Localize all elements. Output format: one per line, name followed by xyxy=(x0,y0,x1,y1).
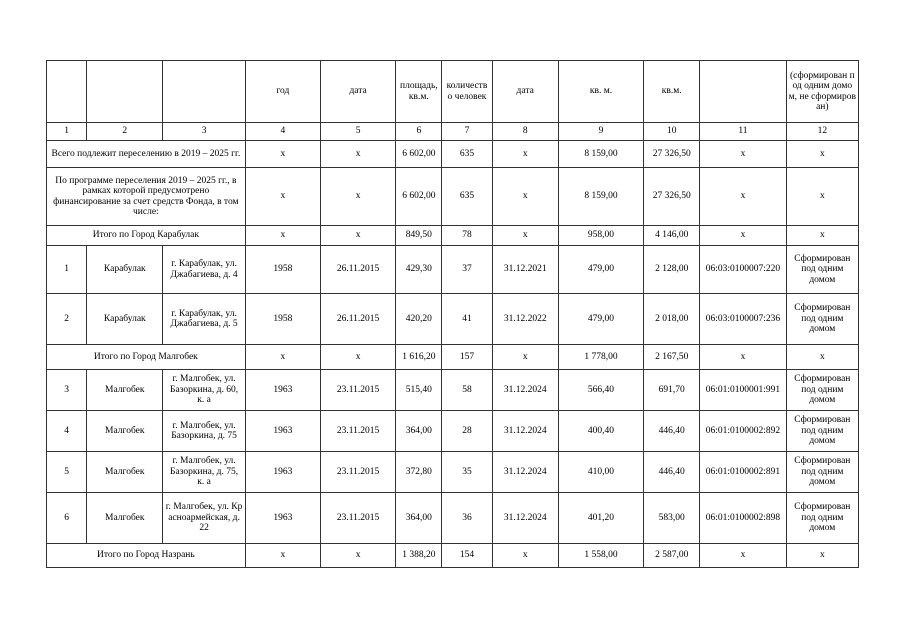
area-m2-cell: 401,20 xyxy=(558,493,643,544)
header-cell: площадь, кв.м. xyxy=(396,61,442,123)
summary-cell: x xyxy=(320,168,395,226)
column-number: 7 xyxy=(442,123,492,141)
year-cell: 1958 xyxy=(245,294,320,345)
date-cell: 23.11.2015 xyxy=(320,370,395,411)
date2-cell: 31.12.2024 xyxy=(492,370,558,411)
subtotal-cell: x xyxy=(320,544,395,568)
column-number: 3 xyxy=(163,123,245,141)
date-cell: 23.11.2015 xyxy=(320,411,395,452)
status-cell: Сформирован под одним домом xyxy=(786,246,858,294)
area-cell: 364,00 xyxy=(396,411,442,452)
summary-cell: x xyxy=(245,141,320,168)
date2-cell: 31.12.2021 xyxy=(492,246,558,294)
year-cell: 1963 xyxy=(245,370,320,411)
subtotal-cell: 1 388,20 xyxy=(396,544,442,568)
summary-cell: x xyxy=(245,168,320,226)
subtotal-label: Итого по Город Карабулак xyxy=(47,226,246,246)
year-cell: 1963 xyxy=(245,411,320,452)
people-cell: 35 xyxy=(442,452,492,493)
area-m2-cell: 446,40 xyxy=(644,411,700,452)
subtotal-cell: x xyxy=(700,345,786,370)
row-number: 3 xyxy=(47,370,87,411)
column-number: 4 xyxy=(245,123,320,141)
header-cell: кв. м. xyxy=(558,61,643,123)
area-cell: 429,30 xyxy=(396,246,442,294)
subtotal-cell: 958,00 xyxy=(558,226,643,246)
subtotal-cell: 1 616,20 xyxy=(396,345,442,370)
area-m2-cell: 479,00 xyxy=(558,246,643,294)
summary-row-total xyxy=(47,141,859,168)
subtotal-cell: x xyxy=(492,226,558,246)
people-cell: 28 xyxy=(442,411,492,452)
summary-cell: 6 602,00 xyxy=(396,141,442,168)
row-number: 5 xyxy=(47,452,87,493)
city-cell: Малгобек xyxy=(87,493,163,544)
resettlement-table xyxy=(46,60,859,568)
header-row xyxy=(47,61,859,123)
row-number: 6 xyxy=(47,493,87,544)
cadastral-cell: 06:01:0100002:892 xyxy=(700,411,786,452)
date2-cell: 31.12.2024 xyxy=(492,493,558,544)
summary-cell: x xyxy=(492,168,558,226)
status-cell: Сформирован под одним домом xyxy=(786,294,858,345)
header-cell: год xyxy=(245,61,320,123)
table-row xyxy=(47,294,859,345)
city-cell: Малгобек xyxy=(87,411,163,452)
address-cell: г. Малгобек, ул. Базоркина, д. 75, к. а xyxy=(163,452,245,493)
status-cell: Сформирован под одним домом xyxy=(786,370,858,411)
column-number: 10 xyxy=(644,123,700,141)
table-row xyxy=(47,452,859,493)
subtotal-cell: 1 558,00 xyxy=(558,544,643,568)
area-cell: 420,20 xyxy=(396,294,442,345)
subtotal-cell: x xyxy=(492,345,558,370)
year-cell: 1958 xyxy=(245,246,320,294)
city-cell: Малгобек xyxy=(87,452,163,493)
column-number: 5 xyxy=(320,123,395,141)
subtotal-cell: 154 xyxy=(442,544,492,568)
city-cell: Карабулак xyxy=(87,246,163,294)
header-cell xyxy=(163,61,245,123)
year-cell: 1963 xyxy=(245,452,320,493)
header-cell xyxy=(700,61,786,123)
date-cell: 23.11.2015 xyxy=(320,493,395,544)
area-cell: 364,00 xyxy=(396,493,442,544)
subtotal-cell: 2 587,00 xyxy=(644,544,700,568)
subtotal-label: Итого по Город Назрань xyxy=(47,544,246,568)
area-m2-cell: 410,00 xyxy=(558,452,643,493)
column-number: 9 xyxy=(558,123,643,141)
header-cell xyxy=(87,61,163,123)
area-m2-cell: 479,00 xyxy=(558,294,643,345)
summary-label: По программе переселения 2019 – 2025 гг., в рамках которой предусмотрено финансирование за счет средств Фонда, в том числе: xyxy=(47,168,246,226)
summary-cell: 635 xyxy=(442,141,492,168)
subtotal-cell: x xyxy=(245,226,320,246)
area-m2-cell: 691,70 xyxy=(644,370,700,411)
area-m2-cell: 446,40 xyxy=(644,452,700,493)
subtotal-cell: x xyxy=(786,226,858,246)
subtotal-cell: x xyxy=(245,345,320,370)
table-row xyxy=(47,411,859,452)
summary-label: Всего подлежит переселению в 2019 – 2025 гг. xyxy=(47,141,246,168)
column-number: 11 xyxy=(700,123,786,141)
people-cell: 36 xyxy=(442,493,492,544)
summary-cell: x xyxy=(786,141,858,168)
cadastral-cell: 06:01:0100002:898 xyxy=(700,493,786,544)
people-cell: 58 xyxy=(442,370,492,411)
city-cell: Малгобек xyxy=(87,370,163,411)
area-m2-cell: 400,40 xyxy=(558,411,643,452)
column-number: 2 xyxy=(87,123,163,141)
summary-cell: 27 326,50 xyxy=(644,141,700,168)
people-cell: 41 xyxy=(442,294,492,345)
people-cell: 37 xyxy=(442,246,492,294)
status-cell: Сформирован под одним домом xyxy=(786,452,858,493)
column-number: 8 xyxy=(492,123,558,141)
area-cell: 372,80 xyxy=(396,452,442,493)
summary-cell: 8 159,00 xyxy=(558,168,643,226)
date-cell: 26.11.2015 xyxy=(320,246,395,294)
area-m2-cell: 2 128,00 xyxy=(644,246,700,294)
column-number: 1 xyxy=(47,123,87,141)
cadastral-cell: 06:03:0100007:236 xyxy=(700,294,786,345)
summary-cell: x xyxy=(700,168,786,226)
row-number: 1 xyxy=(47,246,87,294)
subtotal-cell: x xyxy=(700,544,786,568)
summary-cell: x xyxy=(492,141,558,168)
status-cell: Сформирован под одним домом xyxy=(786,493,858,544)
subtotal-row-malgobek xyxy=(47,345,859,370)
address-cell: г. Малгобек, ул. Базоркина, д. 60, к. а xyxy=(163,370,245,411)
address-cell: г. Малгобек, ул. Базоркина, д. 75 xyxy=(163,411,245,452)
area-m2-cell: 2 018,00 xyxy=(644,294,700,345)
subtotal-cell: 78 xyxy=(442,226,492,246)
column-number: 6 xyxy=(396,123,442,141)
subtotal-label: Итого по Город Малгобек xyxy=(47,345,246,370)
date2-cell: 31.12.2022 xyxy=(492,294,558,345)
status-cell: Сформирован под одним домом xyxy=(786,411,858,452)
address-cell: г. Карабулак, ул. Джабагиева, д. 4 xyxy=(163,246,245,294)
table-row xyxy=(47,246,859,294)
header-cell xyxy=(47,61,87,123)
date-cell: 26.11.2015 xyxy=(320,294,395,345)
row-number: 2 xyxy=(47,294,87,345)
header-cell: (сформирован под одним домом, не сформирован) xyxy=(786,61,858,123)
summary-cell: 27 326,50 xyxy=(644,168,700,226)
table-row xyxy=(47,493,859,544)
summary-cell: 635 xyxy=(442,168,492,226)
subtotal-cell: x xyxy=(492,544,558,568)
subtotal-cell: x xyxy=(320,226,395,246)
subtotal-cell: 1 778,00 xyxy=(558,345,643,370)
subtotal-row-karabulak xyxy=(47,226,859,246)
cadastral-cell: 06:01:0100001:991 xyxy=(700,370,786,411)
subtotal-cell: x xyxy=(786,544,858,568)
year-cell: 1963 xyxy=(245,493,320,544)
header-cell: кв.м. xyxy=(644,61,700,123)
summary-cell: 8 159,00 xyxy=(558,141,643,168)
subtotal-cell: x xyxy=(320,345,395,370)
subtotal-cell: 157 xyxy=(442,345,492,370)
summary-cell: x xyxy=(786,168,858,226)
column-number: 12 xyxy=(786,123,858,141)
column-number-row xyxy=(47,123,859,141)
header-cell: количество человек xyxy=(442,61,492,123)
address-cell: г. Карабулак, ул. Джабагиева, д. 5 xyxy=(163,294,245,345)
date2-cell: 31.12.2024 xyxy=(492,411,558,452)
summary-cell: 6 602,00 xyxy=(396,168,442,226)
summary-row-program xyxy=(47,168,859,226)
subtotal-row-nazran xyxy=(47,544,859,568)
subtotal-cell: x xyxy=(786,345,858,370)
subtotal-cell: 4 146,00 xyxy=(644,226,700,246)
area-m2-cell: 583,00 xyxy=(644,493,700,544)
subtotal-cell: x xyxy=(245,544,320,568)
summary-cell: x xyxy=(320,141,395,168)
subtotal-cell: 849,50 xyxy=(396,226,442,246)
summary-cell: x xyxy=(700,141,786,168)
area-cell: 515,40 xyxy=(396,370,442,411)
subtotal-cell: 2 167,50 xyxy=(644,345,700,370)
cadastral-cell: 06:03:0100007:220 xyxy=(700,246,786,294)
date-cell: 23.11.2015 xyxy=(320,452,395,493)
subtotal-cell: x xyxy=(700,226,786,246)
row-number: 4 xyxy=(47,411,87,452)
header-cell: дата xyxy=(320,61,395,123)
table-row xyxy=(47,370,859,411)
header-cell: дата xyxy=(492,61,558,123)
cadastral-cell: 06:01:0100002:891 xyxy=(700,452,786,493)
address-cell: г. Малгобек, ул. Красноармейская, д. 22 xyxy=(163,493,245,544)
date2-cell: 31.12.2024 xyxy=(492,452,558,493)
city-cell: Карабулак xyxy=(87,294,163,345)
area-m2-cell: 566,40 xyxy=(558,370,643,411)
